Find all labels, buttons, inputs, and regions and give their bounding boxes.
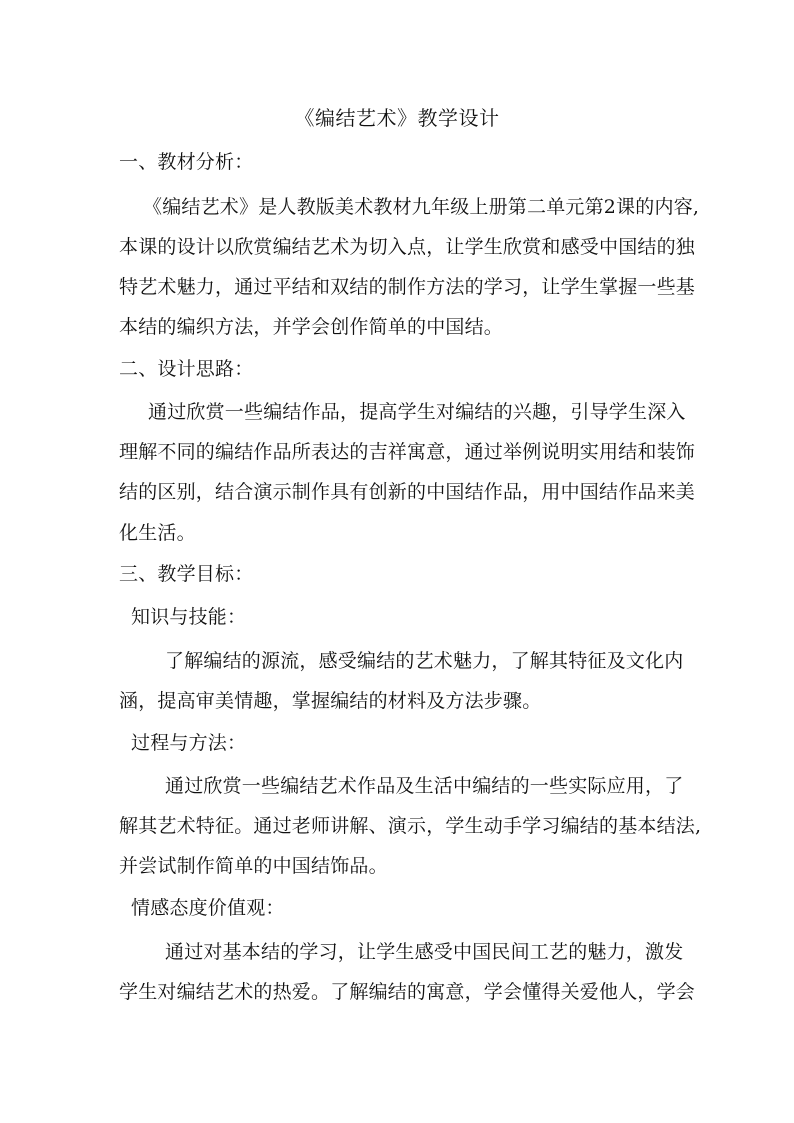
paragraph-line: 通过对基本结的学习，让学生感受中国民间工艺的魅力，激发 [165, 941, 684, 963]
paragraph-line: 理解不同的编结作品所表达的吉祥寓意，通过举例说明实用结和装饰 [119, 441, 696, 463]
paragraph-line: 通过欣赏一些编结作品，提高学生对编结的兴趣，引导学生深入 [148, 401, 686, 423]
document-title: 《编结艺术》教学设计 [294, 106, 500, 130]
paragraph-line: 特艺术魅力，通过平结和双结的制作方法的学习，让学生掌握一些基 [119, 276, 696, 298]
paragraph-line: 通过欣赏一些编结艺术作品及生活中编结的一些实际应用，了 [165, 775, 684, 797]
section-heading-design-idea: 二、设计思路： [119, 358, 254, 380]
paragraph-line: 解其艺术特征。通过老师讲解、演示，学生动手学习编结的基本结法, [119, 815, 702, 837]
paragraph-line: 化生活。 [119, 522, 196, 544]
subsection-heading-process-methods: 过程与方法： [131, 732, 247, 754]
subsection-heading-knowledge-skills: 知识与技能： [131, 606, 247, 628]
section-heading-textbook-analysis: 一、教材分析： [119, 151, 254, 173]
section-heading-teaching-goals: 三、教学目标： [119, 563, 254, 585]
paragraph-line: 了解编结的源流，感受编结的艺术魅力，了解其特征及文化内 [165, 650, 684, 672]
paragraph-line: 涵，提高审美情趣，掌握编结的材料及方法步骤。 [119, 690, 542, 712]
paragraph-line: 学生对编结艺术的热爱。了解编结的寓意，学会懂得关爱他人，学会 [119, 981, 696, 1003]
paragraph-line: 本结的编织方法，并学会创作简单的中国结。 [119, 316, 504, 338]
paragraph-line: 并尝试制作简单的中国结饰品。 [119, 855, 388, 877]
subsection-heading-emotion-values: 情感态度价值观： [131, 897, 285, 919]
paragraph-line: 结的区别，结合演示制作具有创新的中国结作品，用中国结作品来美 [119, 481, 696, 503]
paragraph-line: 本课的设计以欣赏编结艺术为切入点，让学生欣赏和感受中国结的独 [119, 236, 696, 258]
paragraph-line: 《编结艺术》是人教版美术教材九年级上册第二单元第2课的内容, [143, 196, 700, 218]
